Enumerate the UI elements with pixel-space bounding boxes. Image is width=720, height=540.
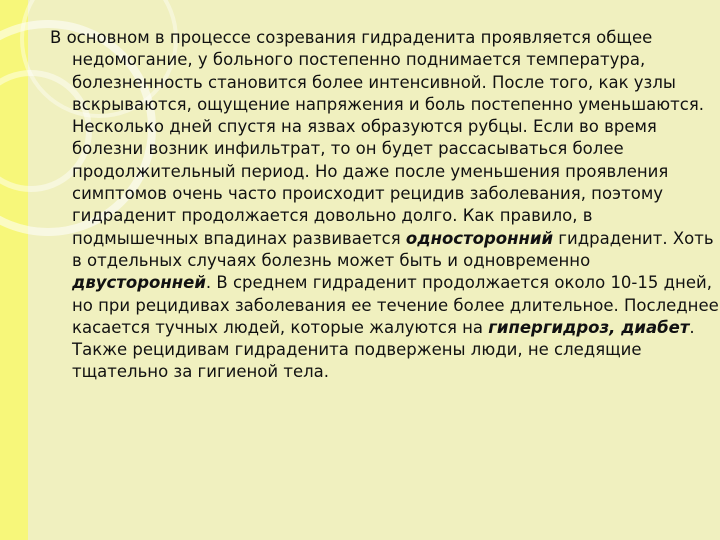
emphasis-term: односторонний <box>405 228 554 248</box>
text-segment: , <box>609 317 622 337</box>
text-segment: В основном в процессе созревания гидраденита проявляется общее недомогание, у больного постепенно поднимается температура, болезненность становится более интенсивной. После того, как узлы вскрываются, ощущение напряжения и боль постепенно уменьшаются. Несколько дней спустя на язвах образуются рубцы. Если во время болезни возник инфильтрат, то он будет рассасываться более продолжительный период. Но даже после уменьшения проявления симптомов очень часто происходит рецидив заболевания, поэтому гидраденит продолжается довольно долго. Как правило, в подмышечных впадинах развивается <box>50 28 705 248</box>
text-segment: . Также рецидивам гидраденита подвержены люди, не следящие тщательно за гигиеной тела. <box>72 317 695 382</box>
slide-body-text <box>50 27 720 384</box>
emphasis-term: двусторонней <box>72 273 206 293</box>
text-segment: гидраденит. Хоть в отдельных случаях болезнь может быть и одновременно <box>72 228 714 270</box>
emphasis-term: гипергидроз <box>488 317 610 337</box>
text-segment: . В среднем гидраденит продолжается около 10-15 дней, но при рецидивах заболевания ее течение более длительное. Последнее касается тучных людей, которые жалуются на <box>72 273 719 337</box>
emphasis-term: диабет <box>621 317 690 337</box>
